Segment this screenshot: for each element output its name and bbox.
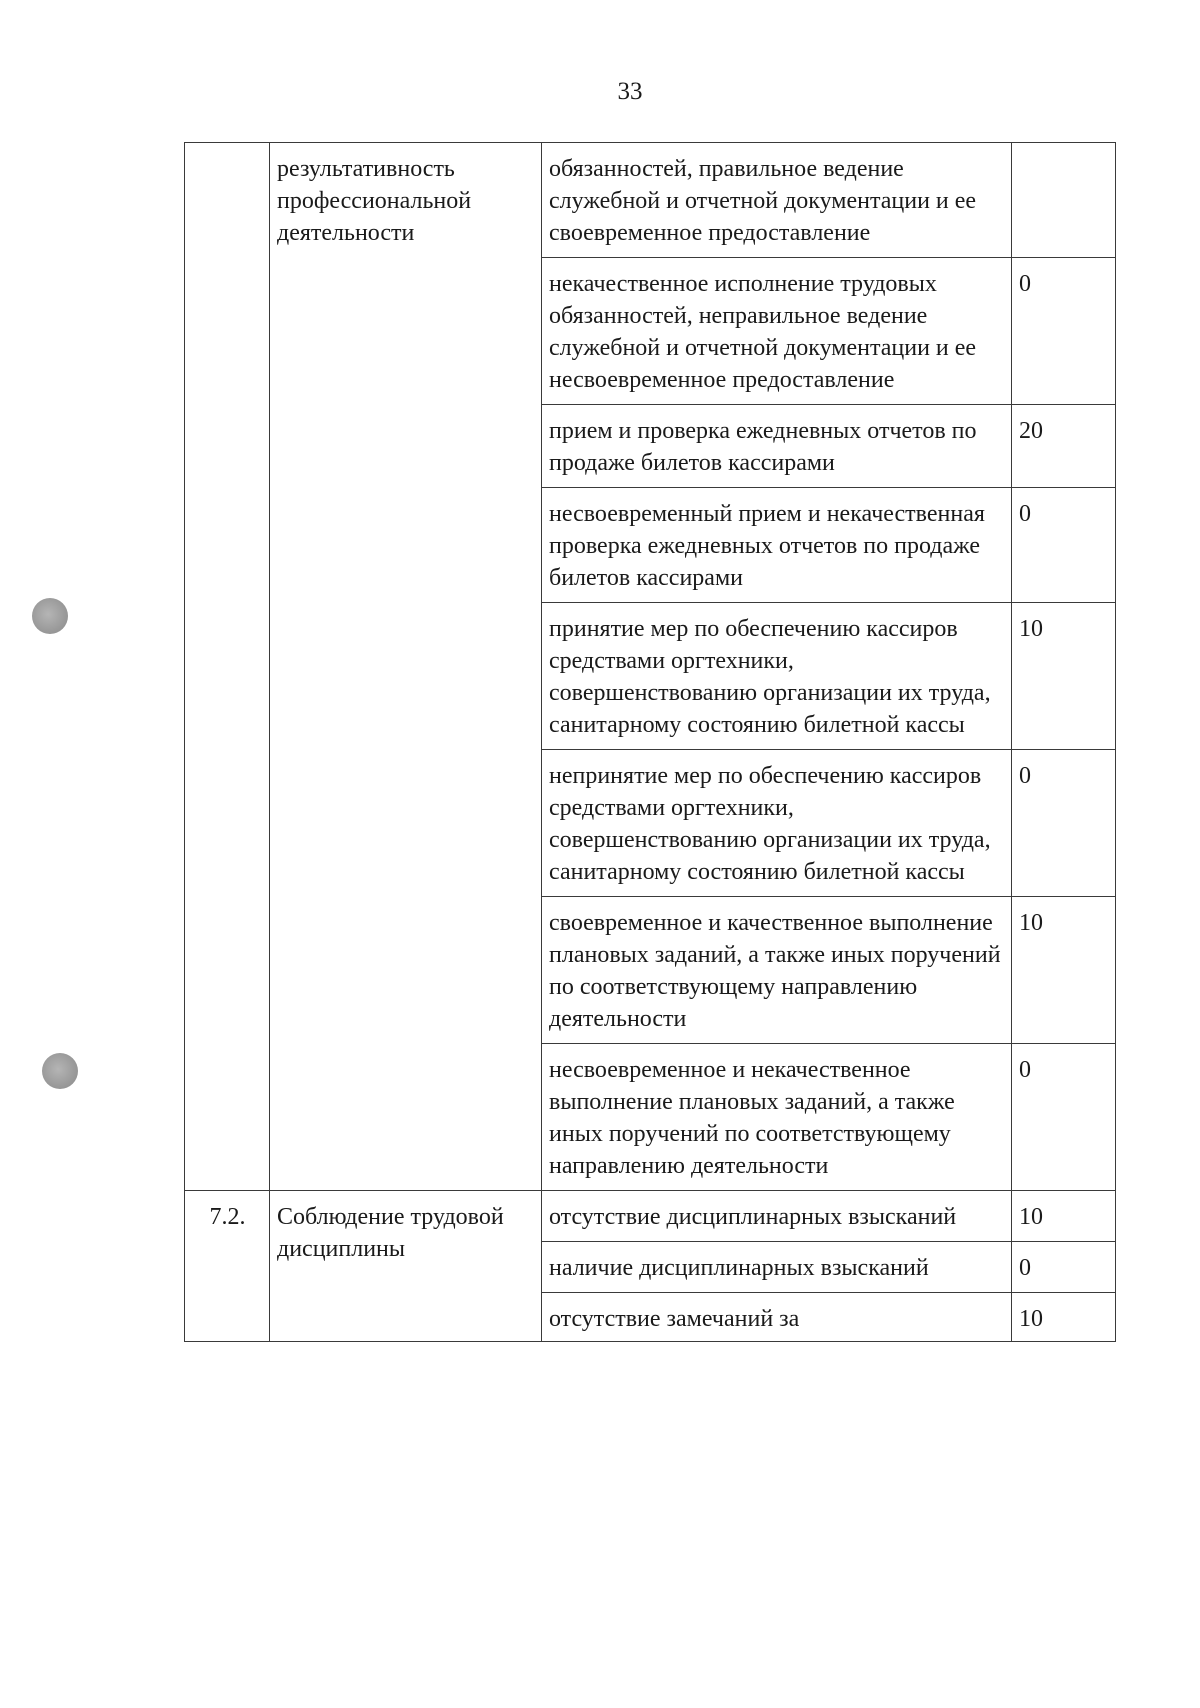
indicator-cell: непринятие мер по обеспечению кассиров средствами оргтехники, совершенствованию организации их труда, санитарному состоянию билетной кассы [542,750,1012,897]
criterion-cell: Соблюдение трудовой дисциплины [270,1191,542,1342]
score-cell: 10 [1012,897,1116,1044]
indicator-cell: несвоевременное и некачественное выполнение плановых заданий, а также иных поручений по соответствующему направлению деятельности [542,1044,1012,1191]
score-cell: 0 [1012,750,1116,897]
score-cell [1012,143,1116,258]
score-cell: 0 [1012,1242,1116,1293]
criteria-table [184,142,1116,1342]
indicator-cell: своевременное и качественное выполнение плановых заданий, а также иных поручений по соответствующему направлению деятельности [542,897,1012,1044]
indicator-cell: отсутствие дисциплинарных взысканий [542,1191,1012,1242]
punch-hole-mark [42,1053,78,1089]
table-row [185,143,1116,258]
table-row [185,1191,1116,1242]
score-cell: 20 [1012,405,1116,488]
page-number: 33 [617,78,643,105]
punch-hole-mark [32,598,68,634]
indicator-cell: наличие дисциплинарных взысканий [542,1242,1012,1293]
score-cell: 0 [1012,258,1116,405]
score-cell: 10 [1012,1293,1116,1342]
criterion-cell: результативность профессиональной деятельности [270,143,542,1191]
indicator-cell: принятие мер по обеспечению кассиров средствами оргтехники, совершенствованию организации их труда, санитарному состоянию билетной кассы [542,603,1012,750]
score-cell: 0 [1012,1044,1116,1191]
score-cell: 10 [1012,1191,1116,1242]
indicator-cell: некачественное исполнение трудовых обязанностей, неправильное ведение служебной и отчетной документации и ее несвоевременное предоставление [542,258,1012,405]
indicator-cell: прием и проверка ежедневных отчетов по продаже билетов кассирами [542,405,1012,488]
item-number-cell: 7.2. [185,1191,270,1342]
score-cell: 0 [1012,488,1116,603]
item-number-cell [185,143,270,1191]
indicator-cell: обязанностей, правильное ведение служебной и отчетной документации и ее своевременное предоставление [542,143,1012,258]
indicator-cell: несвоевременный прием и некачественная проверка ежедневных отчетов по продаже билетов кассирами [542,488,1012,603]
score-cell: 10 [1012,603,1116,750]
indicator-cell: отсутствие замечаний за [542,1293,1012,1342]
